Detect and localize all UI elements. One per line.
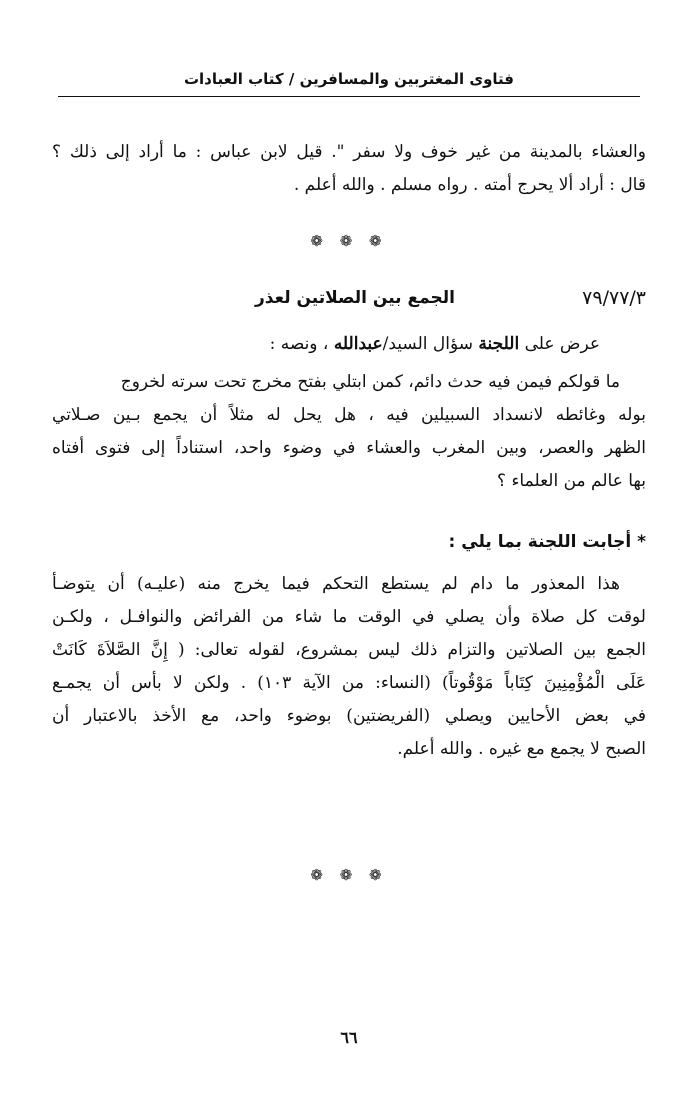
- question-line: الظهر والعصر، وبين المغرب والعشاء في وضوء واحد، استناداً إلى فتوى أفتاه: [52, 438, 646, 458]
- intro-line-1: والعشاء بالمدينة من غير خوف ولا سفر ". قيل لابن عباس : ما أراد إلى ذلك ؟: [52, 142, 646, 162]
- answer-heading: * أجابت اللجنة بما يلي :: [448, 532, 646, 552]
- running-header: فتاوى المغتربين والمسافرين / كتاب العبادات: [183, 70, 515, 88]
- answer-line: في بعض الأحايين ويصلي (الفريضتين) بوضوء واحد، مع الأخذ بالاعتبار أن: [52, 706, 646, 726]
- section-ornament-bottom: ❁ ❁ ❁: [310, 866, 388, 884]
- intro-text: [52, 136, 646, 202]
- submission-suffix: ، ونصه :: [269, 334, 329, 354]
- submission-prefix: عرض على: [524, 334, 600, 354]
- page-number: ٦٦: [340, 1028, 358, 1047]
- answer-line: لوقت كل صلاة وأن يصلي في الوقت ما شاء من الفرائض والنوافـل ، ولكـن: [52, 607, 646, 627]
- question-text: [52, 366, 646, 498]
- intro-line-2: قال : أراد ألا يحرج أمته . رواه مسلم . والله أعلم .: [293, 175, 646, 195]
- answer-line: الجمع بين الصلاتين والتزام ذلك ليس بمشروع، لقوله تعالى: ( إِنَّ الصَّلاَةَ كَانَتْ: [52, 640, 646, 660]
- answer-text: [52, 568, 646, 766]
- section-ornament-top: ❁ ❁ ❁: [310, 232, 388, 250]
- header-rule: [58, 96, 640, 97]
- committee-name: اللجنة: [478, 334, 520, 354]
- fatwa-number: ٧٩/٧٧/٣: [582, 287, 646, 309]
- submission-middle: سؤال السيد/: [382, 334, 474, 354]
- question-line: ما قولكم فيمن فيه حدث دائم، كمن ابتلي بفتح مخرج تحت سرته لخروج: [120, 372, 620, 392]
- question-line: بها عالم من العلماء ؟: [497, 471, 646, 491]
- fatwa-title: الجمع بين الصلاتين لعذر: [255, 288, 455, 308]
- answer-line: الصبح لا يجمع مع غيره . والله أعلم.: [397, 739, 646, 759]
- answer-line: هذا المعذور ما دام لم يستطع التحكم فيما يخرج منه (عليـه) أن يتوضـأ: [52, 574, 620, 594]
- submission-line: [52, 328, 600, 361]
- questioner-name: عبدالله: [333, 334, 383, 354]
- question-line: بوله وغائطه لانسداد السبيلين فيه ، هل يحل له مثلاً أن يجمع بـين صـلاتي: [52, 405, 646, 425]
- answer-line: عَلَى الْمُؤْمِنِينَ كِتَاباً مَوْقُوتاً) (النساء: من الآية ١٠٣) . ولكن لا بأس أن يجمـع: [52, 673, 646, 693]
